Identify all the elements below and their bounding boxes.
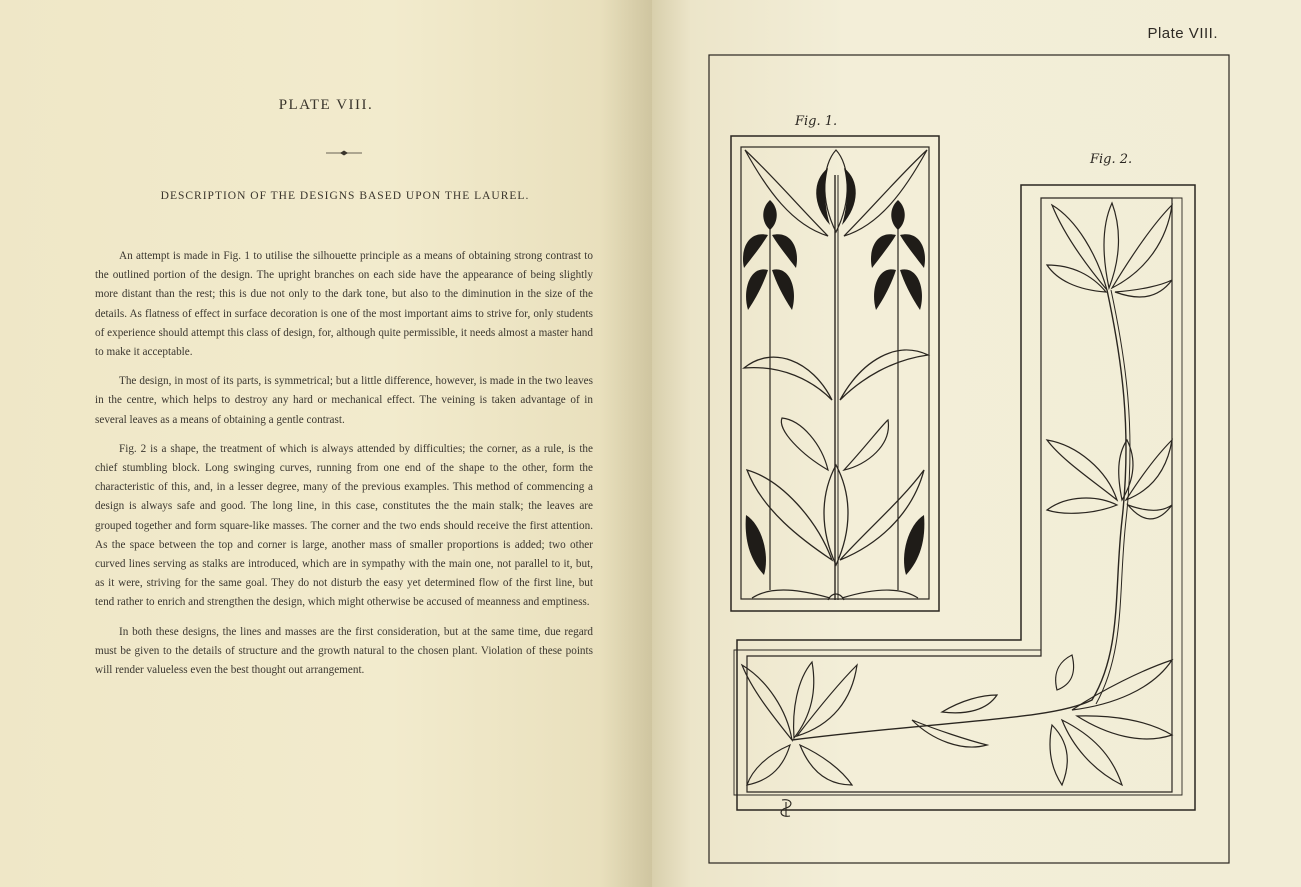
description-heading: DESCRIPTION OF THE DESIGNS BASED UPON THE LAUREL. (160, 190, 530, 202)
paragraph: In both these designs, the lines and masses are the first consideration, but at the same time, due regard must be given to the details of structure and the growth natural to the chosen plant. Violation of these points will render valueless even the best thought out arrangement. (95, 625, 593, 677)
paragraph: An attempt is made in Fig. 1 to utilise the silhouette principle as a means of obtaining strong contrast to the outlined portion of the design. The upright branches on each side have the appearance of being slightly more distant than the rest; this is due not only to the dark tone, but also to the diminution in the size of the details. As flatness of effect in surface decoration is one of the most important aims to strive for, only students of experience should attempt this class of design, for, although quite permissible, it needs almost a master hand to make it acceptable. (95, 250, 593, 359)
paragraph: The design, in most of its parts, is symmetrical; but a little difference, however, is made in the two leaves in the centre, which helps to destroy any hard or mechanical effect. The veining is taken advantage of in several leaves as a means of obtaining a gentle contrast. (95, 375, 593, 426)
plate-heading: PLATE VIII. (278, 97, 374, 113)
fig2-label: Fig. 2. (1090, 152, 1133, 167)
monogram (781, 800, 791, 817)
ornament-divider (326, 149, 362, 157)
plate-label: Plate VIII. (1147, 25, 1218, 42)
body-text (95, 247, 593, 690)
fig1-design (731, 136, 939, 611)
fig2-design (734, 185, 1195, 810)
fig1-label: Fig. 1. (795, 114, 838, 129)
plate-illustration (652, 0, 1301, 887)
outer-frame (709, 55, 1229, 863)
paragraph: Fig. 2 is a shape, the treatment of which is always attended by difficulties; the corner, as a rule, is the chief stumbling block. Long swinging curves, running from one end of the shape to the other, form the characteristic of this, and, in a lesser degree, many of the previous examples. This method of commencing a design is always safe and good. The long line, in this case, constitutes the the main stalk; the leaves are grouped together and form square-like masses. The corner and the two ends should receive the first attention. As the space between the top and corner is large, another mass of smaller proportions is added; two other curved lines serving as stalks are introduced, which are in sympathy with the main one, not parallel to it, but, as it were, striving for the same goal. They do not disturb the easy yet determined flow of the first line, but tend rather to enrich and strengthen the design, which might otherwise be accused of meanness and emptiness. (95, 442, 593, 609)
